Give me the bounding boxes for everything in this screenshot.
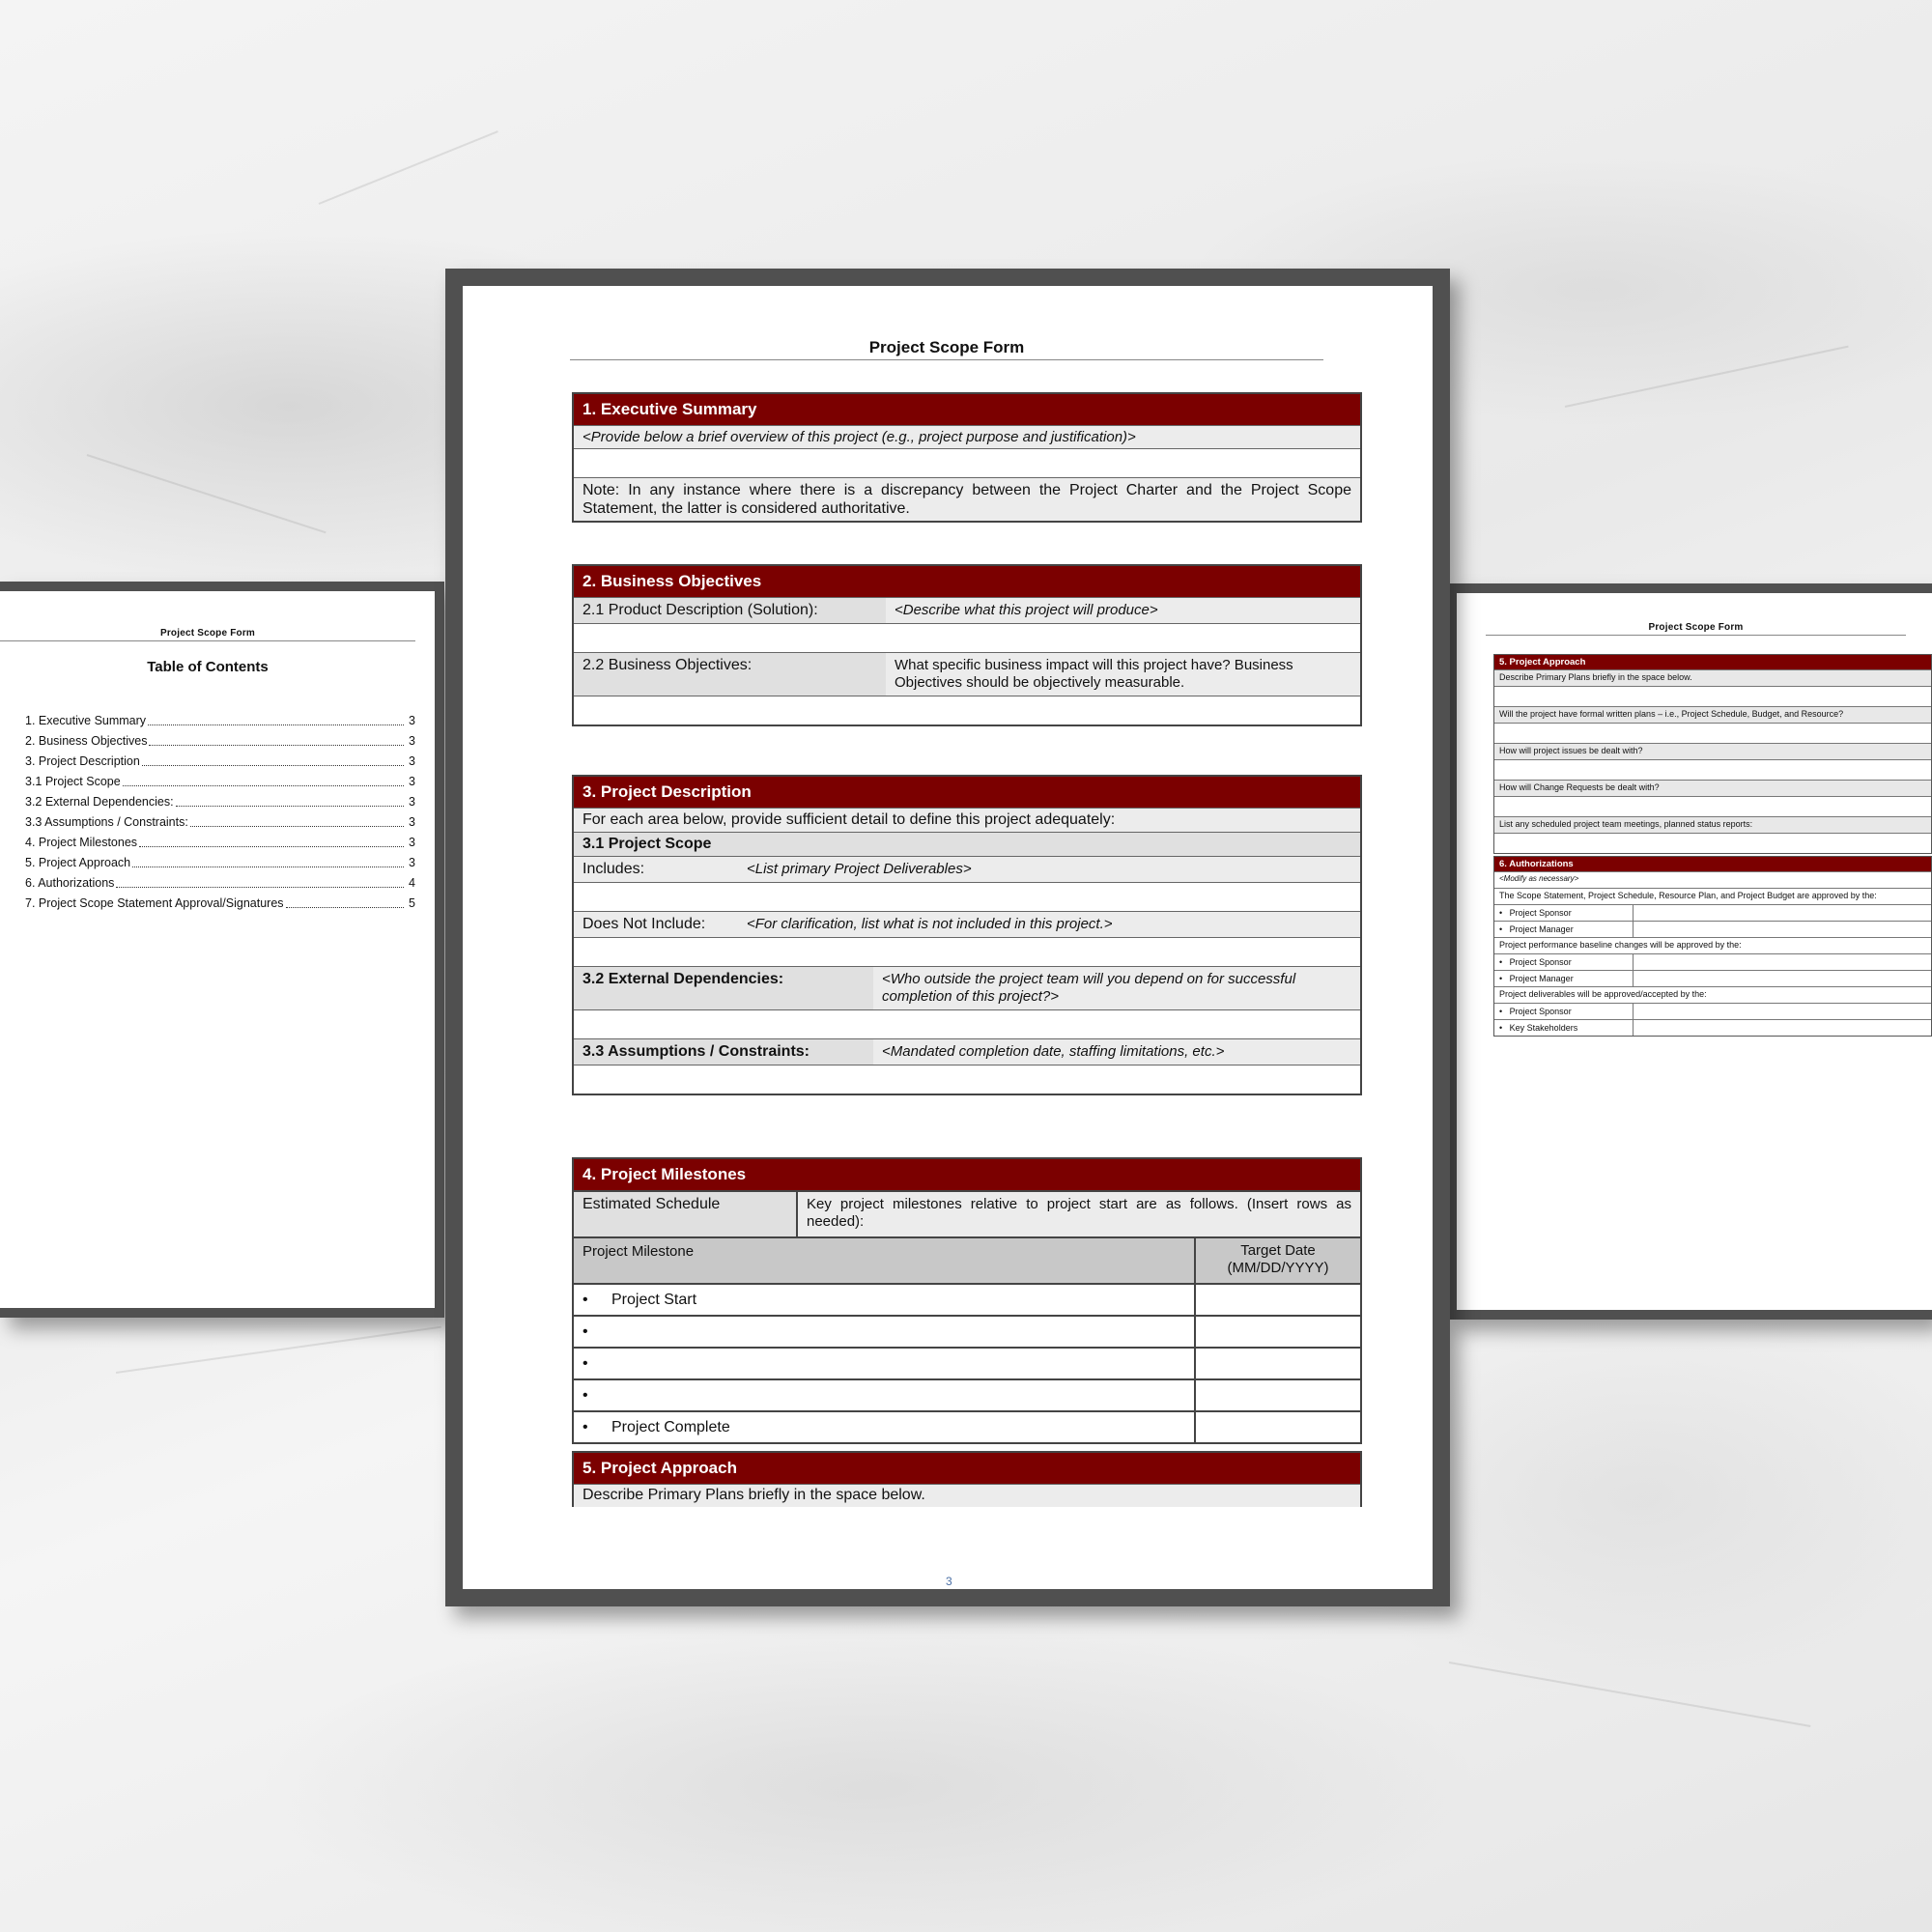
toc-leader	[176, 792, 404, 807]
subsection-heading: 3.1 Project Scope	[574, 832, 1360, 856]
milestone-table-header	[574, 1236, 1360, 1283]
signature-cell[interactable]	[1634, 922, 1931, 937]
toc-page	[0, 591, 435, 1308]
business-objectives-input[interactable]	[574, 696, 1360, 724]
toc-page-number: 3	[409, 795, 415, 809]
project-approach-section	[572, 1451, 1362, 1507]
approach-blank-row[interactable]	[1494, 796, 1931, 816]
milestone-row[interactable]	[574, 1347, 1360, 1378]
exec-summary-input[interactable]	[574, 448, 1360, 477]
bullet-icon: •	[582, 1291, 588, 1308]
toc-entry[interactable]	[25, 812, 415, 833]
section-header: 3. Project Description	[574, 777, 1360, 808]
section-header: 4. Project Milestones	[574, 1159, 1360, 1190]
approach-prompt: Will the project have formal written plans – i.e., Project Schedule, Budget, and Resource?	[1494, 706, 1931, 723]
toc-entry[interactable]	[25, 772, 415, 792]
table-of-contents	[25, 711, 415, 914]
toc-label: 6. Authorizations	[25, 876, 115, 890]
authorizations-table	[1493, 856, 1932, 1037]
approach-prompt: Describe Primary Plans briefly in the space below.	[1494, 669, 1931, 686]
field-label: 3.2 External Dependencies:	[574, 967, 873, 1009]
section-header: 5. Project Approach	[1494, 655, 1931, 669]
toc-entry[interactable]	[25, 894, 415, 914]
field-prompt: Key project milestones relative to project start are as follows. (Insert rows as needed):	[798, 1192, 1360, 1236]
estimated-schedule-row	[574, 1190, 1360, 1236]
toc-entry[interactable]	[25, 792, 415, 812]
approach-prompt: How will Change Requests be dealt with?	[1494, 780, 1931, 796]
includes-row	[574, 856, 1360, 882]
exec-summary-note: Note: In any instance where there is a discrepancy between the Project Charter and the Project Scope Statement, the latter is considered authoritative.	[574, 477, 1360, 521]
milestone-row[interactable]	[574, 1410, 1360, 1442]
toc-label: 3.1 Project Scope	[25, 775, 121, 788]
approver-row	[1494, 1019, 1931, 1036]
toc-label: 3. Project Description	[25, 754, 140, 768]
marble-vein	[1449, 1662, 1811, 1727]
approach-authorizations-page	[1457, 593, 1932, 1310]
bullet-icon: •	[1499, 1023, 1510, 1033]
milestone-row[interactable]	[574, 1378, 1360, 1410]
executive-summary-section	[572, 392, 1362, 523]
toc-page-number: 5	[409, 896, 415, 910]
dependencies-input[interactable]	[574, 1009, 1360, 1038]
milestone-row[interactable]	[574, 1315, 1360, 1347]
approver-row	[1494, 953, 1931, 970]
section-header: 2. Business Objectives	[574, 566, 1360, 597]
excludes-row	[574, 911, 1360, 937]
toc-heading: Table of Contents	[147, 659, 269, 675]
field-prompt: <Mandated completion date, staffing limitations, etc.>	[873, 1039, 1360, 1065]
section-header: 5. Project Approach	[574, 1453, 1360, 1484]
page-number: 3	[946, 1575, 952, 1588]
toc-entry[interactable]	[25, 873, 415, 894]
approver-role: Project Sponsor	[1509, 1007, 1572, 1016]
toc-entry[interactable]	[25, 853, 415, 873]
toc-leader	[139, 833, 404, 847]
toc-page-number: 3	[409, 714, 415, 727]
page-header: Project Scope Form	[0, 628, 415, 641]
approval-statement: Project performance baseline changes will be approved by the:	[1494, 937, 1931, 953]
field-prompt: <List primary Project Deliverables>	[747, 861, 972, 877]
toc-label: 7. Project Scope Statement Approval/Signatures	[25, 896, 284, 910]
toc-leader	[116, 873, 404, 888]
target-date-cell[interactable]	[1196, 1285, 1360, 1315]
toc-leader	[148, 711, 404, 725]
field-label: 2.1 Product Description (Solution):	[574, 598, 886, 623]
target-date-cell[interactable]	[1196, 1412, 1360, 1442]
toc-entry[interactable]	[25, 711, 415, 731]
approach-blank-row[interactable]	[1494, 686, 1931, 706]
field-label: Estimated Schedule	[574, 1192, 798, 1236]
field-prompt: <Describe what this project will produce>	[886, 598, 1360, 623]
section-header: 6. Authorizations	[1494, 857, 1931, 871]
assumptions-input[interactable]	[574, 1065, 1360, 1094]
approver-role: Project Manager	[1509, 974, 1574, 983]
approach-blank-row[interactable]	[1494, 759, 1931, 780]
toc-leader	[123, 772, 404, 786]
target-date-cell[interactable]	[1196, 1349, 1360, 1378]
approver-row	[1494, 1003, 1931, 1019]
approach-intro: Describe Primary Plans briefly in the space below.	[574, 1484, 1360, 1507]
milestone-name: Project Start	[611, 1291, 697, 1308]
toc-label: 2. Business Objectives	[25, 734, 148, 748]
field-label: 2.2 Business Objectives:	[574, 653, 886, 696]
approver-role: Project Sponsor	[1509, 957, 1572, 967]
column-header-target-date: Target Date (MM/DD/YYYY)	[1227, 1242, 1329, 1276]
toc-leader	[190, 812, 404, 827]
project-approach-table	[1493, 654, 1932, 854]
target-date-cell[interactable]	[1196, 1317, 1360, 1347]
toc-label: 3.3 Assumptions / Constraints:	[25, 815, 188, 829]
milestone-name: Project Complete	[611, 1418, 730, 1435]
project-description-section	[572, 775, 1362, 1095]
right-page-frame	[1447, 583, 1932, 1320]
field-prompt: What specific business impact will this project have? Business Objectives should be objectively measurable.	[886, 653, 1360, 696]
signature-cell[interactable]	[1634, 905, 1931, 921]
bullet-icon: •	[582, 1322, 588, 1340]
business-objectives-section	[572, 564, 1362, 726]
approver-row	[1494, 904, 1931, 921]
signature-cell[interactable]	[1634, 1004, 1931, 1019]
milestone-row[interactable]	[574, 1283, 1360, 1315]
dependencies-row	[574, 966, 1360, 1009]
description-intro: For each area below, provide sufficient detail to define this project adequately:	[574, 808, 1360, 832]
marble-vein	[116, 1326, 441, 1374]
business-objectives-row	[574, 652, 1360, 696]
product-description-row	[574, 597, 1360, 623]
section-header: 1. Executive Summary	[574, 394, 1360, 425]
column-header-milestone: Project Milestone	[574, 1238, 1196, 1283]
toc-label: 1. Executive Summary	[25, 714, 147, 727]
field-label: 3.3 Assumptions / Constraints:	[574, 1039, 873, 1065]
approach-blank-row[interactable]	[1494, 833, 1931, 853]
assumptions-row	[574, 1038, 1360, 1065]
signature-cell[interactable]	[1634, 971, 1931, 986]
toc-leader	[142, 752, 404, 766]
scope-form-page	[463, 286, 1433, 1589]
toc-entry[interactable]	[25, 833, 415, 853]
toc-page-number: 3	[409, 754, 415, 768]
toc-page-number: 3	[409, 815, 415, 829]
approver-row	[1494, 970, 1931, 986]
approach-prompt: How will project issues be dealt with?	[1494, 743, 1931, 759]
toc-page-number: 3	[409, 775, 415, 788]
approver-role: Project Sponsor	[1509, 908, 1572, 918]
toc-label: 4. Project Milestones	[25, 836, 138, 849]
approver-role: Project Manager	[1509, 924, 1574, 934]
bullet-icon: •	[1499, 924, 1510, 934]
toc-page-number: 4	[409, 876, 415, 890]
center-page-frame	[445, 269, 1450, 1606]
bullet-icon: •	[1499, 957, 1510, 967]
signature-cell[interactable]	[1634, 1020, 1931, 1036]
page-header: Project Scope Form	[570, 338, 1323, 360]
field-label: Includes:	[582, 861, 645, 877]
left-page-frame	[0, 582, 444, 1318]
bullet-icon: •	[582, 1418, 588, 1435]
toc-page-number: 3	[409, 836, 415, 849]
authorizations-note: <Modify as necessary>	[1494, 871, 1931, 888]
bullet-icon: •	[1499, 908, 1510, 918]
product-description-input[interactable]	[574, 623, 1360, 652]
page-header: Project Scope Form	[1486, 622, 1906, 636]
toc-leader	[149, 731, 404, 746]
approver-row	[1494, 921, 1931, 937]
approver-role: Key Stakeholders	[1509, 1023, 1578, 1033]
toc-entry[interactable]	[25, 731, 415, 752]
field-label: Does Not Include:	[582, 916, 706, 932]
signature-cell[interactable]	[1634, 954, 1931, 970]
bullet-icon: •	[1499, 1007, 1510, 1016]
excludes-input[interactable]	[574, 937, 1360, 966]
approval-statement: The Scope Statement, Project Schedule, Resource Plan, and Project Budget are approved by the:	[1494, 888, 1931, 904]
target-date-cell[interactable]	[1196, 1380, 1360, 1410]
toc-label: 5. Project Approach	[25, 856, 131, 869]
toc-label: 3.2 External Dependencies:	[25, 795, 174, 809]
bullet-icon: •	[582, 1354, 588, 1372]
toc-page-number: 3	[409, 734, 415, 748]
bullet-icon: •	[1499, 974, 1510, 983]
exec-summary-prompt: <Provide below a brief overview of this project (e.g., project purpose and justification)>	[574, 425, 1360, 448]
project-milestones-section	[572, 1157, 1362, 1444]
includes-input[interactable]	[574, 882, 1360, 911]
marble-vein	[1565, 346, 1849, 408]
toc-leader	[132, 853, 404, 867]
field-prompt: <For clarification, list what is not included in this project.>	[747, 916, 1113, 932]
toc-leader	[286, 894, 404, 908]
toc-entry[interactable]	[25, 752, 415, 772]
approach-blank-row[interactable]	[1494, 723, 1931, 743]
field-prompt: <Who outside the project team will you depend on for successful completion of this project?>	[873, 967, 1360, 1009]
approval-statement: Project deliverables will be approved/accepted by the:	[1494, 986, 1931, 1003]
bullet-icon: •	[582, 1386, 588, 1404]
approach-prompt: List any scheduled project team meetings, planned status reports:	[1494, 816, 1931, 833]
marble-vein	[87, 454, 327, 533]
marble-vein	[319, 130, 498, 205]
toc-page-number: 3	[409, 856, 415, 869]
